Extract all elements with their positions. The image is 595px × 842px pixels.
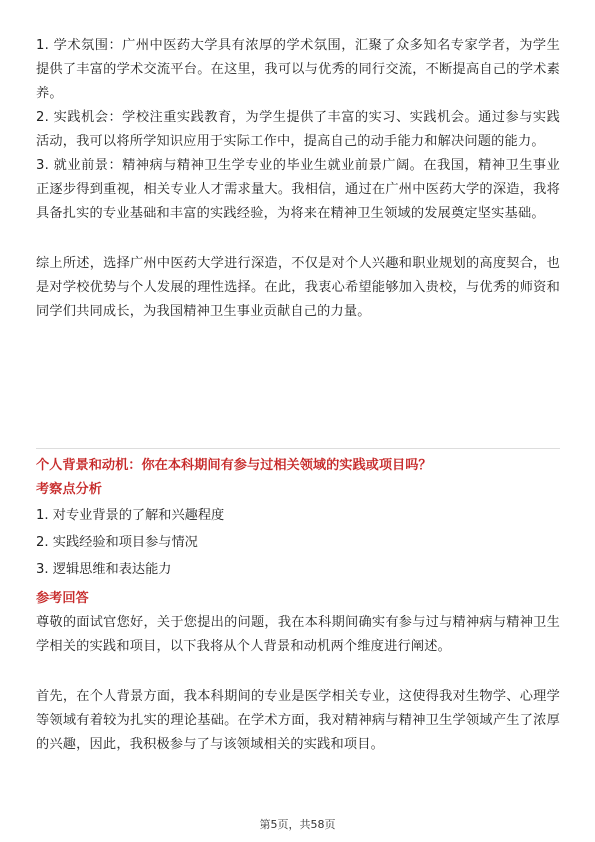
question-title: 个人背景和动机：你在本科期间有参与过相关领域的实践或项目吗？ (36, 458, 432, 473)
spacer (36, 659, 560, 685)
answer-paragraph: 尊敬的面试官您好，关于您提出的问题，我在本科期间确实有参与过与精神病与精神卫生学相关的实践和项目，以下我将从个人背景和动机两个维度进行阐述。 (36, 615, 560, 654)
section-divider (36, 448, 560, 449)
analysis-heading: 考察点分析 (36, 482, 102, 497)
question-section (36, 454, 560, 757)
analysis-item: 2. 实践经验和项目参与情况 (36, 535, 198, 550)
paragraph-practice-opportunity: 2. 实践机会：学校注重实践教育，为学生提供了丰富的实习、实践机会。通过参与实践活动，我可以将所学知识应用于实际工作中，提高自己的动手能力和解决问题的能力。 (36, 110, 560, 149)
answer-heading: 参考回答 (36, 591, 89, 606)
spacer (36, 226, 560, 252)
document-body (36, 34, 560, 324)
page-number: 第5页，共58页 (259, 818, 336, 831)
paragraph-summary: 综上所述，选择广州中医药大学进行深造，不仅是对个人兴趣和职业规划的高度契合，也是对学校优势与个人发展的理性选择。在此，我衷心希望能够加入贵校，与优秀的师资和同学们共同成长，为我国精神卫生事业贡献自己的力量。 (36, 256, 560, 319)
analysis-item: 1. 对专业背景的了解和兴趣程度 (36, 508, 225, 523)
answer-paragraph: 首先，在个人背景方面，我本科期间的专业是医学相关专业，这使得我对生物学、心理学等领域有着较为扎实的理论基础。在学术方面，我对精神病与精神卫生学领域产生了浓厚的兴趣，因此，我积极参与了与该领域相关的实践和项目。 (36, 689, 560, 752)
paragraph-academic-atmosphere: 1. 学术氛围：广州中医药大学具有浓厚的学术氛围，汇聚了众多知名专家学者，为学生提供了丰富的学术交流平台。在这里，我可以与优秀的同行交流，不断提高自己的学术素养。 (36, 38, 560, 101)
analysis-item: 3. 逻辑思维和表达能力 (36, 562, 172, 577)
paragraph-employment-prospect: 3. 就业前景：精神病与精神卫生学专业的毕业生就业前景广阔。在我国，精神卫生事业正逐步得到重视，相关专业人才需求量大。我相信，通过在广州中医药大学的深造，我将具备扎实的专业基础和丰富的实践经验，为将来在精神卫生领域的发展奠定坚实基础。 (36, 158, 560, 221)
